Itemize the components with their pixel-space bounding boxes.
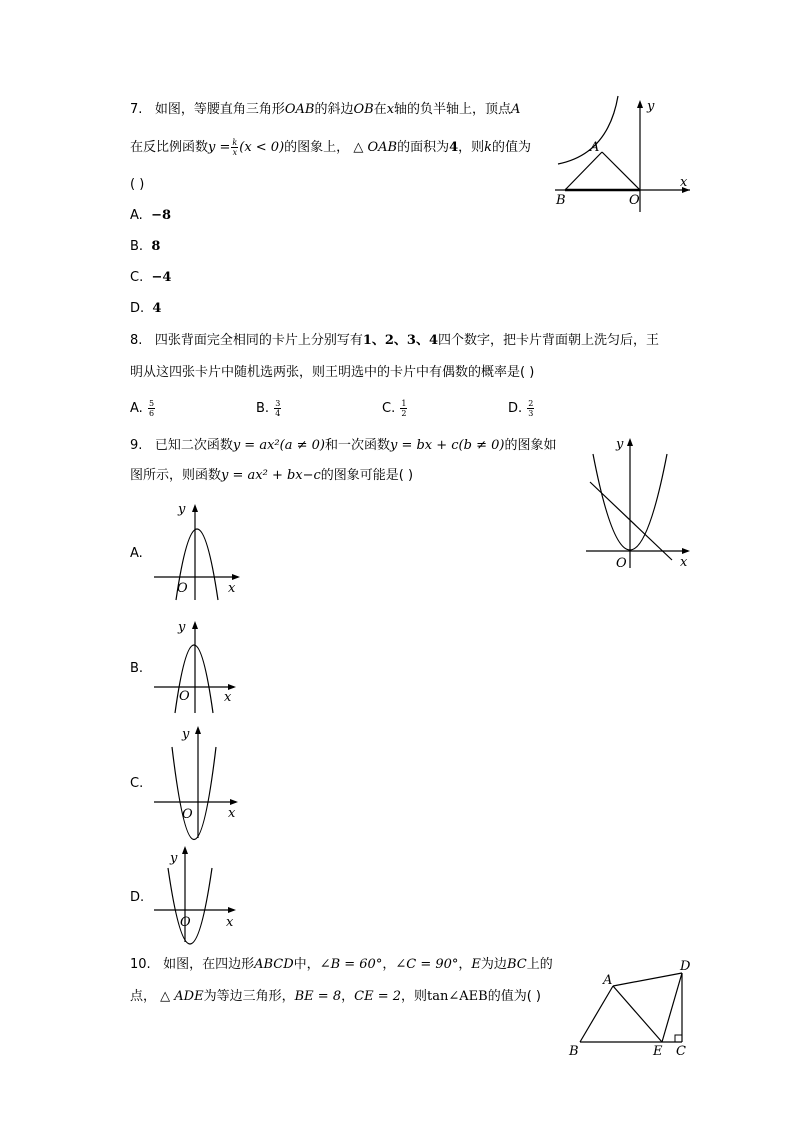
label-C: C xyxy=(676,1044,686,1059)
q8-option-d[interactable]: D. $\frac{2}{3}$ xyxy=(508,399,534,418)
label-O: O xyxy=(616,556,627,571)
label-y: y xyxy=(647,99,655,114)
y-axis-arrow xyxy=(182,846,188,854)
segment-DE xyxy=(662,973,682,1042)
label-O: O xyxy=(180,915,191,930)
y-axis-arrow xyxy=(627,438,633,446)
q7-line1: 7. 如图，等腰直角三角形OAB的斜边OB在x轴的负半轴上，顶点A xyxy=(130,102,521,117)
q8-option-b[interactable]: B. $\frac{3}{4}$ xyxy=(256,399,281,418)
q8-line1: 8. 四张背面完全相同的卡片上分别写有1、2、3、4四个数字，把卡片背面朝上洗匀后，王 xyxy=(130,333,660,348)
segment-AO xyxy=(602,152,640,190)
q9-option-c-graph[interactable] xyxy=(150,722,245,842)
segment-BA xyxy=(580,986,613,1042)
label-D: D xyxy=(680,959,691,974)
question-number: 10. xyxy=(130,957,151,972)
label-A: A xyxy=(590,140,600,155)
label-y: y xyxy=(616,437,624,452)
label-y: y xyxy=(182,727,190,742)
label-B: B xyxy=(556,193,566,208)
q9-option-d-graph[interactable] xyxy=(150,840,245,945)
label-y: y xyxy=(178,620,186,635)
label-y: y xyxy=(178,502,186,517)
label-x: x xyxy=(680,555,688,570)
x-axis-arrow xyxy=(230,799,238,805)
q9-option-d-label[interactable]: D. xyxy=(130,890,145,905)
q7-option-b[interactable]: B. 8 xyxy=(130,239,161,254)
q7-option-d[interactable]: D. 4 xyxy=(130,301,162,316)
label-O: O xyxy=(182,807,193,822)
q8-option-c[interactable]: C. $\frac{1}{2}$ xyxy=(382,399,407,418)
x-axis-arrow xyxy=(232,574,240,580)
label-O: O xyxy=(177,581,188,596)
label-y: y xyxy=(170,851,178,866)
label-O: O xyxy=(179,689,190,704)
line-graph xyxy=(590,482,672,560)
label-B: B xyxy=(569,1044,579,1059)
q9-line1: 9. 已知二次函数y = ax²(a ≠ 0)和一次函数y = bx + c(b ≠ 0)的图象如 xyxy=(130,438,557,453)
q9-main-figure xyxy=(578,434,693,574)
x-axis-arrow xyxy=(682,548,690,554)
label-A: A xyxy=(603,973,613,988)
q7-line2: 在反比例函数y = $\frac{k}{x}$ (x < 0)的图象上， △ OAB的面积为4，则k的值为 xyxy=(130,138,532,157)
label-x: x xyxy=(680,175,688,190)
label-x: x xyxy=(228,581,236,596)
q8-option-a[interactable]: A. $\frac{5}{6}$ xyxy=(130,399,155,418)
y-axis-arrow xyxy=(195,726,201,734)
right-angle-mark xyxy=(675,1035,682,1042)
label-O: O xyxy=(629,193,640,208)
question-number: 9. xyxy=(130,438,143,453)
q7-option-a[interactable]: A. −8 xyxy=(130,208,172,223)
q7-option-c[interactable]: C. −4 xyxy=(130,270,172,285)
answer-paren: ( ) xyxy=(130,177,145,192)
segment-AD xyxy=(613,973,682,986)
q9-option-b-label[interactable]: B. xyxy=(130,661,144,676)
q10-line2: 点， △ ADE为等边三角形，BE = 8，CE = 2，则tan∠AEB的值为( ) xyxy=(130,989,541,1004)
q9-option-c-label[interactable]: C. xyxy=(130,776,144,791)
label-E: E xyxy=(653,1044,663,1059)
q9-option-a-graph[interactable] xyxy=(150,500,245,605)
fraction-k-over-x: $\frac{k}{x}$ xyxy=(232,138,238,157)
y-axis-arrow xyxy=(192,621,198,629)
segment-BA xyxy=(565,152,602,190)
q10-figure xyxy=(565,955,700,1065)
label-x: x xyxy=(228,806,236,821)
question-number: 8. xyxy=(130,333,143,348)
q9-option-b-graph[interactable] xyxy=(150,617,245,717)
q8-line2: 明从这四张卡片中随机选两张，则王明选中的卡片中有偶数的概率是( ) xyxy=(130,365,535,380)
q7-figure xyxy=(550,96,695,216)
parabola-curve xyxy=(172,747,216,840)
label-x: x xyxy=(224,690,232,705)
segment-AE xyxy=(613,986,662,1042)
hyperbola-curve xyxy=(558,96,618,164)
parabola-curve xyxy=(168,868,212,944)
q9-option-a-label[interactable]: A. xyxy=(130,546,143,561)
x-axis-arrow xyxy=(228,907,236,913)
y-axis-arrow xyxy=(637,100,643,108)
q10-line1: 10. 如图，在四边形ABCD中，∠B = 60°，∠C = 90°，E为边BC上的 xyxy=(130,957,553,972)
question-number: 7. xyxy=(130,102,143,117)
q9-line2: 图所示，则函数y = ax² + bx−c的图象可能是( ) xyxy=(130,468,414,483)
label-x: x xyxy=(226,915,234,930)
y-axis-arrow xyxy=(192,504,198,512)
